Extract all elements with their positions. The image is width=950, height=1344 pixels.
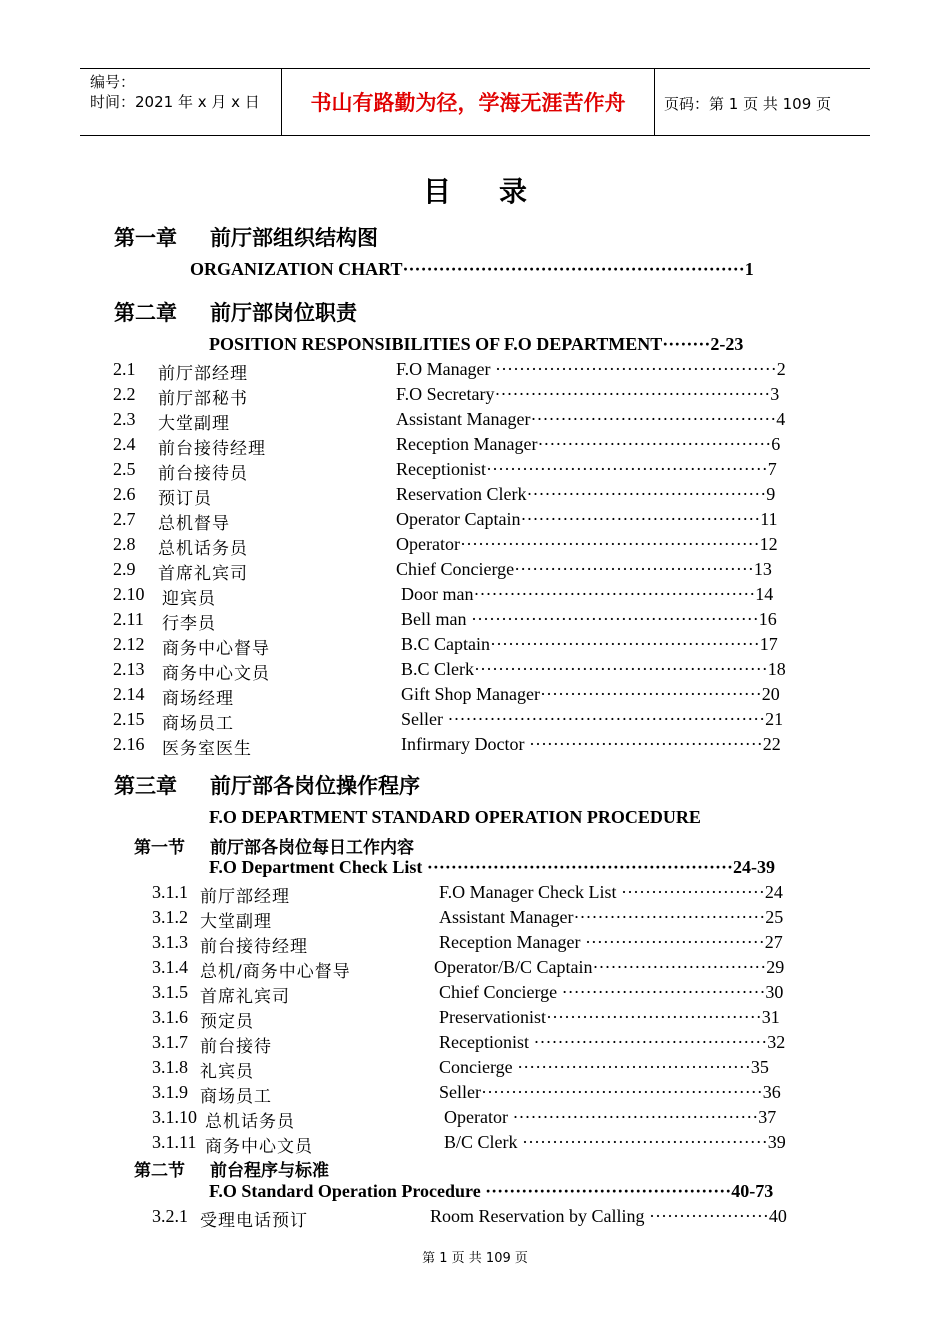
- toc-entry-en-link[interactable]: Seller ·····················································21: [401, 709, 784, 729]
- toc-entry-en-link[interactable]: Receptionist ·······································32: [439, 1032, 786, 1052]
- toc-entry-cn-title: 商场经理: [162, 689, 234, 709]
- toc-entry-number: 2.4: [113, 434, 136, 454]
- toc-entry-number: 2.10: [113, 584, 145, 604]
- toc-entry-en-link[interactable]: F.O Secretary··············································3: [396, 384, 780, 404]
- toc-entry-cn-title: 受理电话预订: [200, 1211, 308, 1231]
- toc-entry-cn-title: 总机话务员: [205, 1112, 295, 1132]
- section-title: 前台程序与标准: [210, 1161, 329, 1181]
- toc-entry-cn-title: 预定员: [200, 1012, 254, 1032]
- toc-entry-cn-title: 迎宾员: [162, 589, 216, 609]
- page-footer: 第 1 页 共 109 页: [422, 1251, 528, 1266]
- toc-entry-en-link[interactable]: Seller···············································36: [439, 1082, 781, 1102]
- toc-entry-en-link[interactable]: Reception Manager·······································6: [396, 434, 781, 454]
- toc-entry-en-link[interactable]: Room Reservation by Calling ····················40: [430, 1206, 787, 1226]
- toc-entry-en-link[interactable]: Reception Manager ······························27: [439, 932, 783, 952]
- toc-entry-en-link[interactable]: Operator ·········································37: [444, 1107, 777, 1127]
- chapter-number: 第二章: [114, 301, 177, 325]
- toc-entry-cn-title: 商务中心督导: [162, 639, 270, 659]
- toc-entry-cn-title: 礼宾员: [200, 1062, 254, 1082]
- toc-entry-number: 3.1.1: [152, 882, 188, 902]
- chapter-3-heading: [114, 770, 420, 800]
- toc-entry-en-link[interactable]: Operator··················································12: [396, 534, 778, 554]
- toc-entry-en-link[interactable]: Operator/B/C Captain·····························29: [434, 957, 785, 977]
- chapter-2-en-link[interactable]: POSITION RESPONSIBILITIES OF F.O DEPARTMENT········2-23: [209, 334, 744, 354]
- section-2-heading: [134, 1156, 329, 1181]
- toc-entry-number: 3.1.4: [152, 957, 188, 977]
- chapter-number: 第三章: [114, 774, 177, 798]
- section-2-en-link[interactable]: F.O Standard Operation Procedure ·········································40-73: [209, 1181, 774, 1201]
- toc-entry-number: 2.1: [113, 359, 136, 379]
- number-label: 编号：: [90, 73, 136, 91]
- toc-entry-cn-title: 前台接待经理: [158, 439, 266, 459]
- toc-entry-cn-title: 大堂副理: [200, 912, 272, 932]
- toc-entry-cn-title: 大堂副理: [158, 414, 230, 434]
- motto: 书山有路勤为径，学海无涯苦作舟: [282, 69, 655, 135]
- toc-entry-cn-title: 行李员: [162, 614, 216, 634]
- toc-entry-number: 2.11: [113, 609, 144, 629]
- toc-entry-number: 2.12: [113, 634, 145, 654]
- chapter-title: 前厅部岗位职责: [210, 301, 357, 325]
- toc-entry-cn-title: 医务室医生: [162, 739, 252, 759]
- toc-entry-cn-title: 前厅部经理: [200, 887, 290, 907]
- toc-entry-en-link[interactable]: Chief Concierge ··································30: [439, 982, 784, 1002]
- toc-entry-number: 2.9: [113, 559, 136, 579]
- toc-entry-cn-title: 首席礼宾司: [158, 564, 248, 584]
- toc-entry-cn-title: 首席礼宾司: [200, 987, 290, 1007]
- toc-entry-number: 3.1.11: [152, 1132, 197, 1152]
- page-title: 目录: [422, 175, 575, 208]
- toc-entry-number: 2.3: [113, 409, 136, 429]
- section-number: 第二节: [134, 1161, 185, 1181]
- time-label: 时间：2021 年 x 月 x 日: [90, 93, 260, 111]
- toc-entry-number: 2.6: [113, 484, 136, 504]
- chapter-2-heading: [114, 297, 357, 327]
- toc-entry-en-link[interactable]: Operator Captain········································11: [396, 509, 778, 529]
- section-1-en-link[interactable]: F.O Department Check List ···················································24-39: [209, 857, 775, 877]
- toc-entry-number: 3.1.2: [152, 907, 188, 927]
- toc-entry-en-link[interactable]: B/C Clerk ·········································39: [444, 1132, 786, 1152]
- toc-entry-number: 3.1.3: [152, 932, 188, 952]
- toc-entry-number: 2.13: [113, 659, 145, 679]
- toc-entry-en-link[interactable]: F.O Manager Check List ························24: [439, 882, 783, 902]
- toc-entry-number: 3.1.7: [152, 1032, 188, 1052]
- toc-entry-en-link[interactable]: Reservation Clerk········································9: [396, 484, 776, 504]
- chapter-1-en-link[interactable]: ORGANIZATION CHART·························································1: [190, 259, 754, 279]
- toc-entry-number: 3.1.10: [152, 1107, 197, 1127]
- toc-entry-cn-title: 前厅部经理: [158, 364, 248, 384]
- toc-entry-cn-title: 前台接待员: [158, 464, 248, 484]
- toc-entry-number: 2.15: [113, 709, 145, 729]
- section-1-heading: [134, 833, 414, 858]
- page-info: 页码：第 1 页 共 109 页: [664, 95, 832, 113]
- chapter-3-en-title: F.O DEPARTMENT STANDARD OPERATION PROCEDURE: [209, 807, 701, 827]
- toc-entry-cn-title: 预订员: [158, 489, 212, 509]
- toc-entry-number: 3.1.8: [152, 1057, 188, 1077]
- chapter-number: 第一章: [114, 226, 177, 250]
- chapter-1-heading: [114, 222, 378, 252]
- toc-entry-en-link[interactable]: Infirmary Doctor ·······································22: [401, 734, 781, 754]
- toc-entry-en-link[interactable]: F.O Manager ···············································2: [396, 359, 786, 379]
- toc-entry-en-link[interactable]: Door man···············································14: [401, 584, 774, 604]
- section-number: 第一节: [134, 838, 185, 858]
- toc-entry-number: 2.16: [113, 734, 145, 754]
- toc-entry-cn-title: 商场员工: [162, 714, 234, 734]
- toc-entry-cn-title: 前台接待: [200, 1037, 272, 1057]
- toc-entry-en-link[interactable]: Assistant Manager·········································4: [396, 409, 786, 429]
- toc-entry-en-link[interactable]: B.C Clerk·················································18: [401, 659, 786, 679]
- toc-entry-cn-title: 商务中心文员: [205, 1137, 313, 1157]
- toc-entry-number: 2.14: [113, 684, 145, 704]
- toc-entry-en-link[interactable]: Preservationist····································31: [439, 1007, 780, 1027]
- toc-entry-number: 2.7: [113, 509, 136, 529]
- toc-entry-en-link[interactable]: Gift Shop Manager·····································20: [401, 684, 780, 704]
- toc-entry-number: 2.8: [113, 534, 136, 554]
- toc-entry-number: 3.1.9: [152, 1082, 188, 1102]
- toc-entry-cn-title: 前台接待经理: [200, 937, 308, 957]
- toc-entry-number: 2.5: [113, 459, 136, 479]
- header-left-cell: [80, 69, 282, 135]
- toc-entry-en-link[interactable]: B.C Captain·············································17: [401, 634, 778, 654]
- toc-entry-en-link[interactable]: Chief Concierge········································13: [396, 559, 772, 579]
- chapter-title: 前厅部组织结构图: [210, 226, 378, 250]
- toc-entry-en-link[interactable]: Bell man ················································16: [401, 609, 777, 629]
- toc-entry-en-link[interactable]: Concierge ·······································35: [439, 1057, 769, 1077]
- toc-entry-cn-title: 商务中心文员: [162, 664, 270, 684]
- toc-entry-number: 2.2: [113, 384, 136, 404]
- header-table: [80, 68, 870, 136]
- toc-entry-cn-title: 总机话务员: [158, 539, 248, 559]
- toc-entry-cn-title: 总机督导: [158, 514, 230, 534]
- toc-entry-cn-title: 前厅部秘书: [158, 389, 248, 409]
- section-title: 前厅部各岗位每日工作内容: [210, 838, 414, 858]
- toc-entry-cn-title: 总机/商务中心督导: [200, 962, 351, 982]
- toc-entry-en-link[interactable]: Receptionist···············································7: [396, 459, 777, 479]
- chapter-title: 前厅部各岗位操作程序: [210, 774, 420, 798]
- toc-entry-en-link[interactable]: Assistant Manager································25: [439, 907, 784, 927]
- toc-entry-cn-title: 商场员工: [200, 1087, 272, 1107]
- toc-entry-number: 3.1.6: [152, 1007, 188, 1027]
- toc-entry-number: 3.2.1: [152, 1206, 188, 1226]
- toc-entry-number: 3.1.5: [152, 982, 188, 1002]
